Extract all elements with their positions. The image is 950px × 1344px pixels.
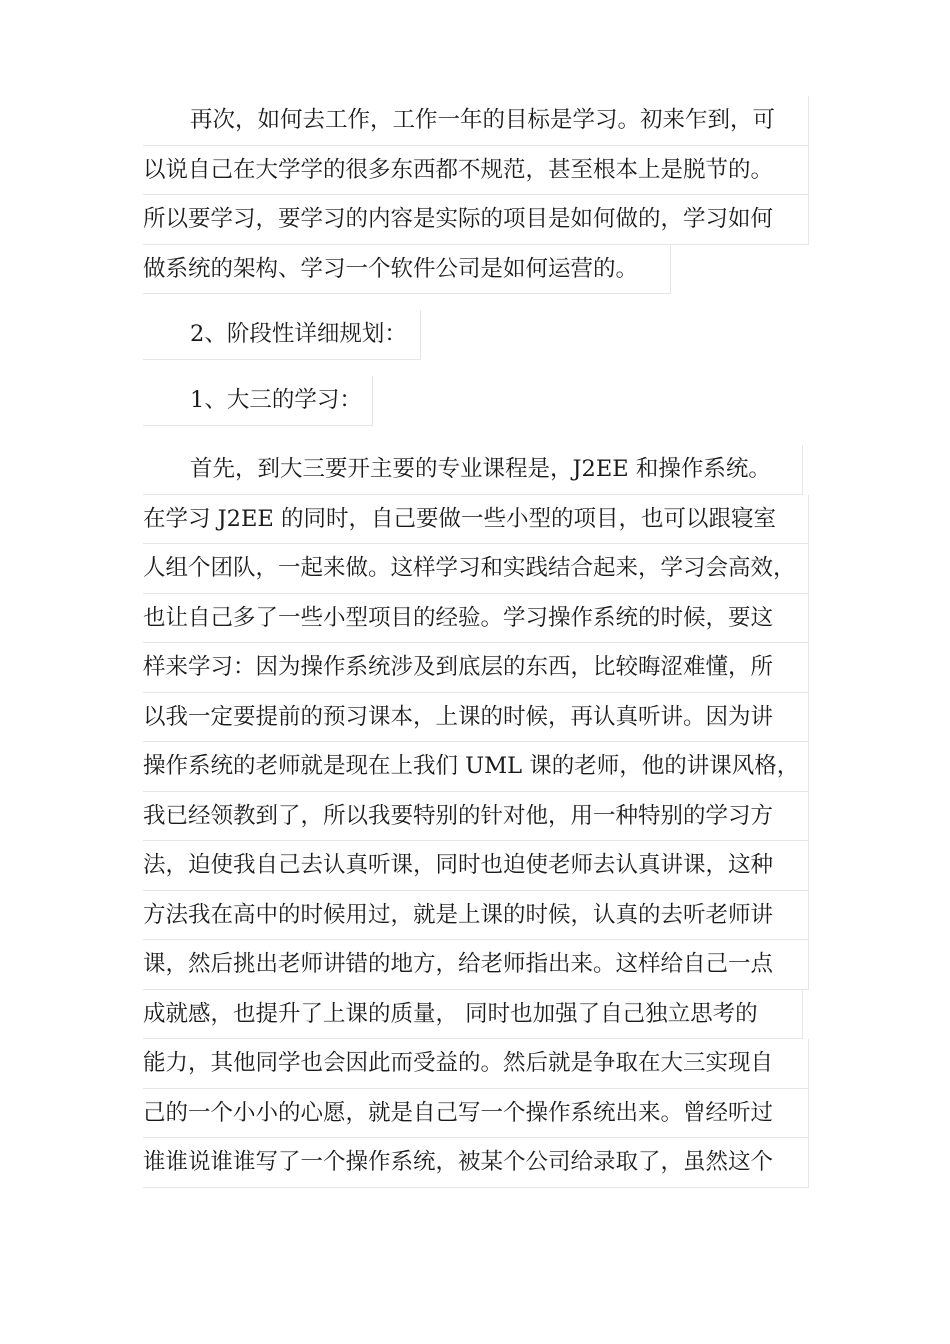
text-line: 能力，其他同学也会因此而受益的。然后就是争取在大三实现自: [143, 1039, 809, 1089]
text-line: 方法我在高中的时候用过，就是上课的时候，认真的去听老师讲: [143, 891, 809, 941]
text-line: 首先，到大三要开主要的专业课程是，J2EE 和操作系统。: [143, 445, 803, 495]
text-line: 谁谁说谁谁写了一个操作系统，被某个公司给录取了，虽然这个: [143, 1138, 809, 1188]
text-line: 2、阶段性详细规划：: [143, 310, 421, 360]
text-line: 1、大三的学习：: [143, 376, 373, 426]
subsection-heading-junior-year: [143, 376, 373, 426]
text-line: 操作系统的老师就是现在上我们 UML 课的老师，他的讲课风格，: [143, 742, 809, 792]
text-line: 成就感，也提升了上课的质量， 同时也加强了自己独立思考的: [143, 990, 803, 1040]
text-line: 再次，如何去工作，工作一年的目标是学习。初来乍到，可: [143, 96, 809, 146]
paragraph-junior-study: [143, 445, 809, 1188]
text-line: 课，然后挑出老师讲错的地方，给老师指出来。这样给自己一点: [143, 940, 809, 990]
text-line: 也让自己多了一些小型项目的经验。学习操作系统的时候，要这: [143, 594, 809, 644]
paragraph-work-goal: [143, 96, 809, 294]
text-line: 以我一定要提前的预习课本，上课的时候，再认真听讲。因为讲: [143, 693, 809, 743]
text-line: 样来学习：因为操作系统涉及到底层的东西，比较晦涩难懂，所: [143, 643, 809, 693]
text-line: 以说自己在大学学的很多东西都不规范，甚至根本上是脱节的。: [143, 146, 809, 196]
text-line: 己的一个小小的心愿，就是自己写一个操作系统出来。曾经听过: [143, 1089, 809, 1139]
text-line: 所以要学习，要学习的内容是实际的项目是如何做的，学习如何: [143, 195, 809, 245]
text-line: 在学习 J2EE 的同时，自己要做一些小型的项目，也可以跟寝室: [143, 495, 809, 545]
section-heading-stage-plan: [143, 310, 421, 360]
text-line: 我已经领教到了，所以我要特别的针对他，用一种特别的学习方: [143, 792, 809, 842]
text-line: 做系统的架构、学习一个软件公司是如何运营的。: [143, 245, 671, 295]
text-line: 法，迫使我自己去认真听课，同时也迫使老师去认真讲课，这种: [143, 841, 809, 891]
text-line: 人组个团队，一起来做。这样学习和实践结合起来，学习会高效，: [143, 544, 809, 594]
